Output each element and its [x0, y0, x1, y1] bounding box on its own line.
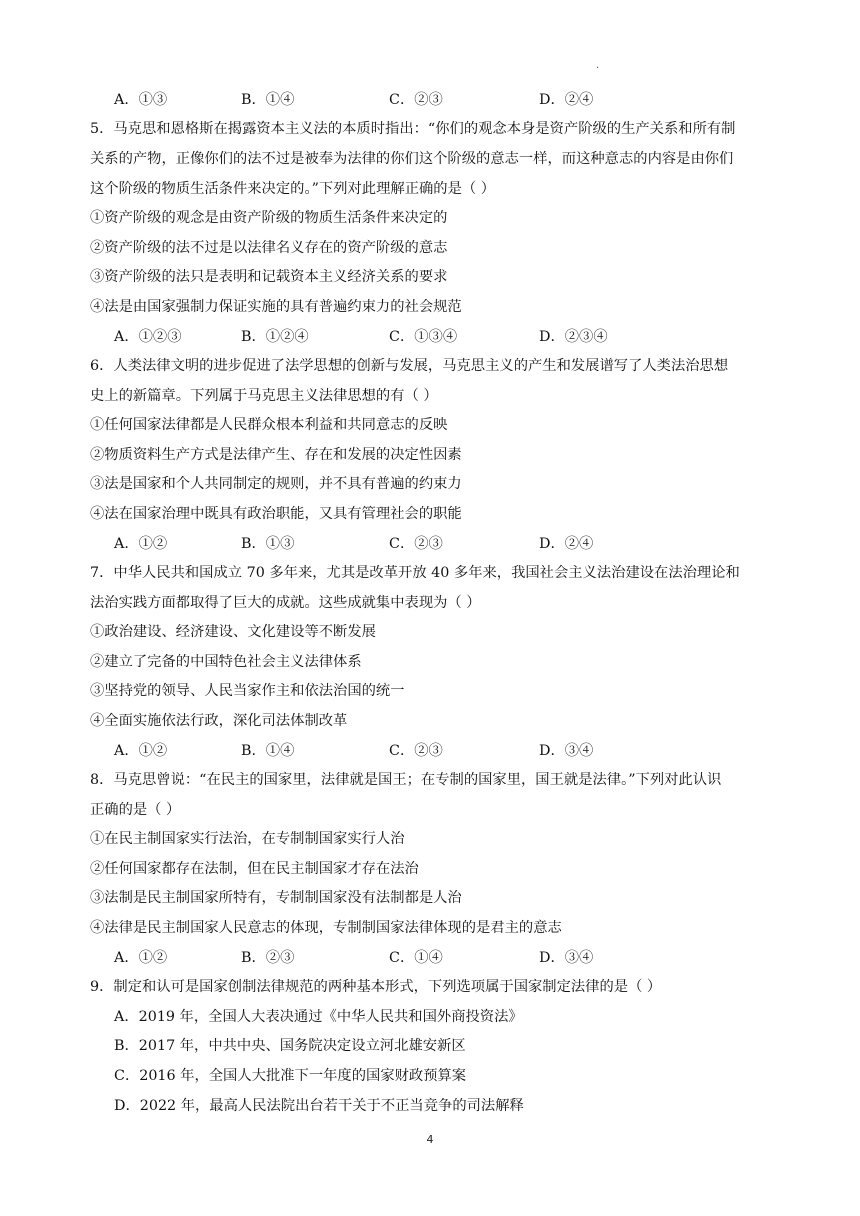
- q8-options: [114, 948, 774, 968]
- q7-option-c[interactable]: C．②③: [389, 743, 443, 759]
- q6-item-4: ④法在国家治理中既具有政治职能，又具有管理社会的职能: [90, 506, 462, 522]
- q4-options: [114, 90, 774, 110]
- q7-item-3: ③坚持党的领导、人民当家作主和依法治国的统一: [90, 683, 405, 699]
- q6-option-a[interactable]: A．①②: [114, 536, 168, 552]
- q8-stem-line-1: 8．马克思曾说：“在民主的国家里，法律就是国王；在专制的国家里，国王就是法律。”下列对此认识: [90, 772, 722, 788]
- q5-option-d[interactable]: D．②③④: [539, 329, 608, 345]
- q8-option-a[interactable]: A．①②: [114, 950, 168, 966]
- q7-item-1: ①政治建设、经济建设、文化建设等不断发展: [90, 624, 376, 640]
- q8-item-1: ①在民主制国家实行法治，在专制制国家实行人治: [90, 831, 405, 847]
- q7-item-2: ②建立了完备的中国特色社会主义法律体系: [90, 654, 362, 670]
- q8-option-d[interactable]: D．③④: [539, 950, 594, 966]
- q6-stem-line-2: 史上的新篇章。下列属于马克思主义法律思想的有（ ）: [90, 388, 438, 404]
- q7-stem-line-2: 法治实践方面都取得了巨大的成就。这些成就集中表现为（ ）: [90, 595, 481, 611]
- q5-options: [114, 327, 774, 347]
- q6-item-1: ①任何国家法律都是人民群众根本利益和共同意志的反映: [90, 417, 448, 433]
- q7-option-b[interactable]: B．①④: [241, 743, 295, 759]
- page-number: 4: [426, 1133, 434, 1146]
- q8-stem-line-2: 正确的是（ ）: [90, 802, 181, 818]
- q6-option-d[interactable]: D．②④: [539, 536, 594, 552]
- q7-option-a[interactable]: A．①②: [114, 743, 168, 759]
- q6-options: [114, 534, 774, 554]
- q9-stem: 9．制定和认可是国家创制法律规范的两种基本形式，下列选项属于国家制定法律的是（ ）: [90, 979, 662, 995]
- q8-item-4: ④法律是民主制国家人民意志的体现，专制制国家法律体现的是君主的意志: [90, 920, 562, 936]
- q9-option-b[interactable]: B．2017 年，中共中央、国务院决定设立河北雄安新区: [114, 1038, 466, 1054]
- q7-options: [114, 741, 774, 761]
- q9-option-a[interactable]: A．2019 年，全国人大表决通过《中华人民共和国外商投资法》: [114, 1009, 523, 1025]
- q7-stem-line-1: 7．中华人民共和国成立 70 多年来，尤其是改革开放 40 多年来，我国社会主义法治建设在法治理论和: [90, 565, 740, 581]
- q8-option-b[interactable]: B．②③: [241, 950, 295, 966]
- q5-option-b[interactable]: B．①②④: [241, 329, 309, 345]
- q5-item-4: ④法是由国家强制力保证实施的具有普遍约束力的社会规范: [90, 299, 462, 315]
- q6-item-2: ②物质资料生产方式是法律产生、存在和发展的决定性因素: [90, 447, 462, 463]
- q7-item-4: ④全面实施依法行政，深化司法体制改革: [90, 713, 348, 729]
- q6-stem-line-1: 6．人类法律文明的进步促进了法学思想的创新与发展，马克思主义的产生和发展谱写了人类法治思想: [90, 358, 729, 374]
- q4-option-d[interactable]: D．②④: [539, 92, 594, 108]
- q4-option-c[interactable]: C．②③: [389, 92, 443, 108]
- q6-option-b[interactable]: B．①③: [241, 536, 295, 552]
- q9-option-c[interactable]: C．2016 年，全国人大批准下一年度的国家财政预算案: [114, 1068, 467, 1084]
- q5-option-c[interactable]: C．①③④: [389, 329, 458, 345]
- q4-option-a[interactable]: A．①③: [114, 92, 168, 108]
- q5-item-1: ①资产阶级的观念是由资产阶级的物质生活条件来决定的: [90, 210, 448, 226]
- q8-option-c[interactable]: C．①④: [389, 950, 443, 966]
- q8-item-2: ②任何国家都存在法制，但在民主制国家才存在法治: [90, 861, 419, 877]
- q7-option-d[interactable]: D．③④: [539, 743, 594, 759]
- q9-option-d[interactable]: D．2022 年，最高人民法院出台若干关于不正当竞争的司法解释: [114, 1098, 524, 1114]
- header-mark: ·: [596, 63, 600, 74]
- q5-stem-line-2: 关系的产物，正像你们的法不过是被奉为法律的你们这个阶级的意志一样，而这种意志的内容是由你们: [90, 151, 734, 167]
- q5-item-3: ③资产阶级的法只是表明和记载资本主义经济关系的要求: [90, 269, 448, 285]
- q4-option-b[interactable]: B．①④: [241, 92, 295, 108]
- q5-item-2: ②资产阶级的法不过是以法律名义存在的资产阶级的意志: [90, 240, 448, 256]
- q6-item-3: ③法是国家和个人共同制定的规则，并不具有普遍的约束力: [90, 476, 462, 492]
- q5-stem-line-1: 5．马克思和恩格斯在揭露资本主义法的本质时指出：“你们的观念本身是资产阶级的生产关系和所有制: [90, 121, 736, 137]
- q8-item-3: ③法制是民主制国家所特有，专制制国家没有法制都是人治: [90, 890, 462, 906]
- q5-option-a[interactable]: A．①②③: [114, 329, 182, 345]
- q5-stem-line-3: 这个阶级的物质生活条件来决定的。”下列对此理解正确的是（ ）: [90, 181, 496, 197]
- q6-option-c[interactable]: C．②③: [389, 536, 443, 552]
